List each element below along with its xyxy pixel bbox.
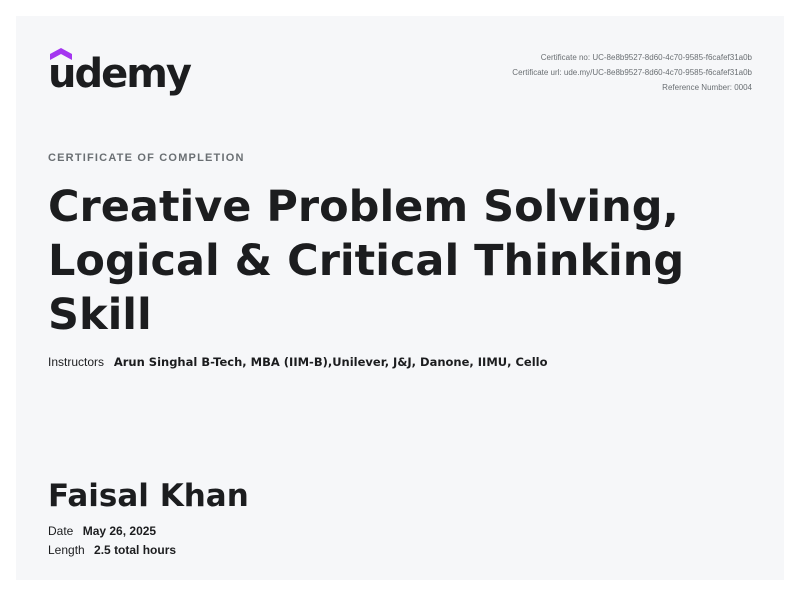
instructors-line	[48, 355, 548, 369]
certificate-label: CERTIFICATE OF COMPLETION	[48, 152, 245, 164]
certificate-url[interactable]: Certificate url: ude.my/UC-8e8b9527-8d60-4c70-9585-f6cafef31a0b	[512, 68, 752, 77]
date-label: Date	[48, 524, 74, 538]
instructors-value: Arun Singhal B-Tech, MBA (IIM-B),Unilever, J&J, Danone, IIMU, Cello	[113, 355, 548, 369]
certificate-number: Certificate no: UC-8e8b9527-8d60-4c70-9585-f6cafef31a0b	[540, 53, 752, 62]
date-line	[48, 524, 156, 538]
course-title: Creative Problem Solving, Logical & Critical Thinking Skill	[48, 182, 685, 340]
length-line	[48, 543, 176, 557]
certificate	[16, 16, 784, 580]
length-value: 2.5 total hours	[94, 543, 177, 557]
certificate-meta	[512, 50, 752, 95]
reference-number: Reference Number: 0004	[662, 83, 752, 92]
instructors-label: Instructors	[48, 355, 105, 369]
udemy-logo	[48, 46, 190, 98]
length-label: Length	[48, 543, 85, 557]
recipient-name: Faisal Khan	[48, 478, 249, 514]
date-value: May 26, 2025	[82, 524, 157, 538]
logo-wordmark: udemy	[48, 51, 190, 97]
